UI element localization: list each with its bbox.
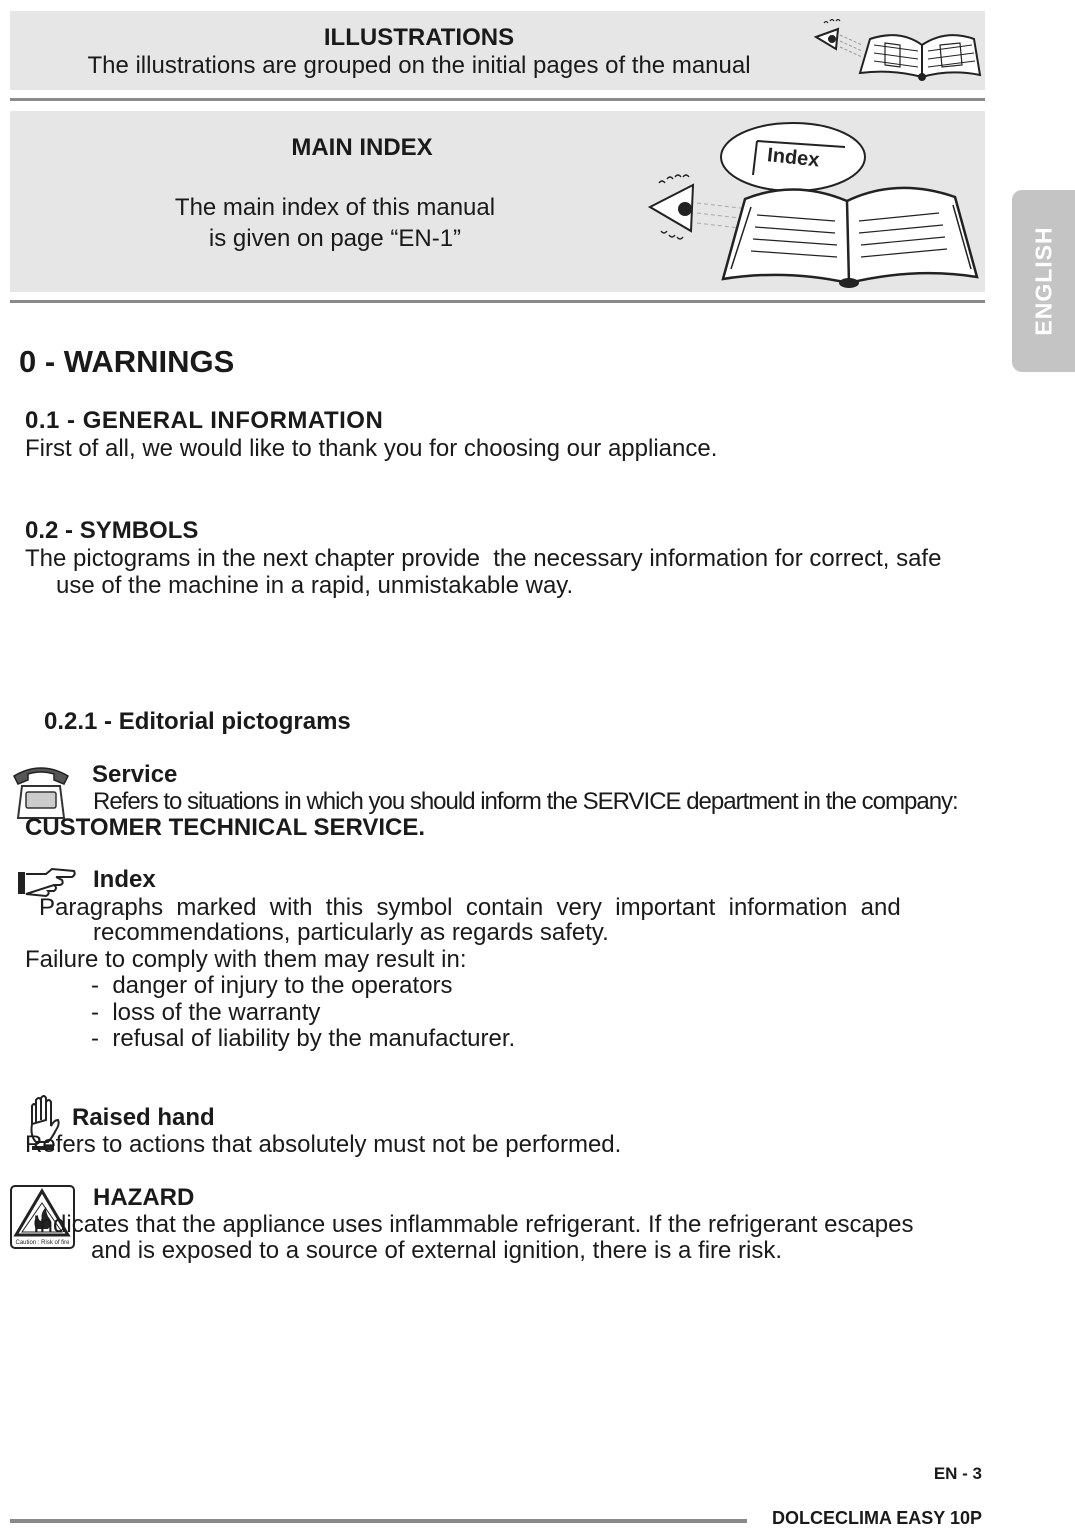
section-0-heading: 0 - WARNINGS (19, 344, 235, 379)
service-line2: CUSTOMER TECHNICAL SERVICE. (25, 814, 426, 841)
language-tab (1012, 190, 1075, 372)
section-0-2-heading: 0.2 - SYMBOLS (25, 517, 199, 544)
service-title: Service (92, 761, 178, 788)
telephone-icon (10, 762, 72, 822)
hazard-line2: and is exposed to a source of external ignition, there is a fire risk. (91, 1237, 783, 1264)
page-number: EN - 3 (933, 1464, 982, 1483)
illustrations-text: The illustrations are grouped on the initial pages of the manual (87, 52, 751, 79)
hazard-title: HAZARD (93, 1184, 195, 1211)
hazard-line1: Indicates that the appliance uses inflammable refrigerant. If the refrigerant escapes (33, 1211, 914, 1238)
index-bullet-2: - loss of the warranty (91, 999, 321, 1026)
index-line1: Paragraphs marked with this symbol contain very important information and (39, 894, 901, 921)
divider-rule-bottom (10, 300, 985, 303)
raised-hand-title: Raised hand (72, 1104, 215, 1131)
illustrations-box (10, 11, 985, 90)
section-0-2-line2: use of the machine in a rapid, unmistakable way. (56, 572, 574, 599)
main-index-title: MAIN INDEX (291, 134, 433, 161)
section-0-2-line1: The pictograms in the next chapter provide the necessary information for correct, safe (25, 545, 942, 572)
service-line1: Refers to situations in which you should inform the SERVICE department in the company: (93, 788, 958, 815)
raised-hand-text: Refers to actions that absolutely must not be performed. (25, 1131, 622, 1158)
section-0-1-text: First of all, we would like to thank you for choosing our appliance. (25, 435, 718, 462)
eye-book-icon (810, 19, 982, 83)
main-index-line2: is given on page “EN-1” (208, 225, 462, 252)
index-bubble-label: Index (766, 144, 821, 172)
index-book-icon (635, 119, 980, 289)
main-index-box (10, 111, 985, 292)
footer-rule (10, 1519, 747, 1523)
section-0-1-heading: 0.1 - GENERAL INFORMATION (25, 407, 384, 434)
index-line3: Failure to comply with them may result in: (25, 946, 467, 973)
index-line2: recommendations, particularly as regards safety. (93, 919, 609, 946)
divider-rule-top (10, 98, 985, 101)
footer-model: DOLCECLIMA EASY 10P (771, 1508, 982, 1528)
section-0-2-1-heading: 0.2.1 - Editorial pictograms (44, 708, 351, 735)
language-tab-label: ENGLISH (1030, 226, 1056, 336)
index-title: Index (93, 866, 156, 893)
illustrations-title: ILLUSTRATIONS (323, 24, 515, 51)
hazard-icon-caption: Caution : Risk of fire (15, 1240, 70, 1246)
index-bullet-1: - danger of injury to the operators (91, 972, 453, 999)
main-index-line1: The main index of this manual (174, 194, 496, 221)
index-bullet-3: - refusal of liability by the manufacturer. (91, 1025, 516, 1052)
